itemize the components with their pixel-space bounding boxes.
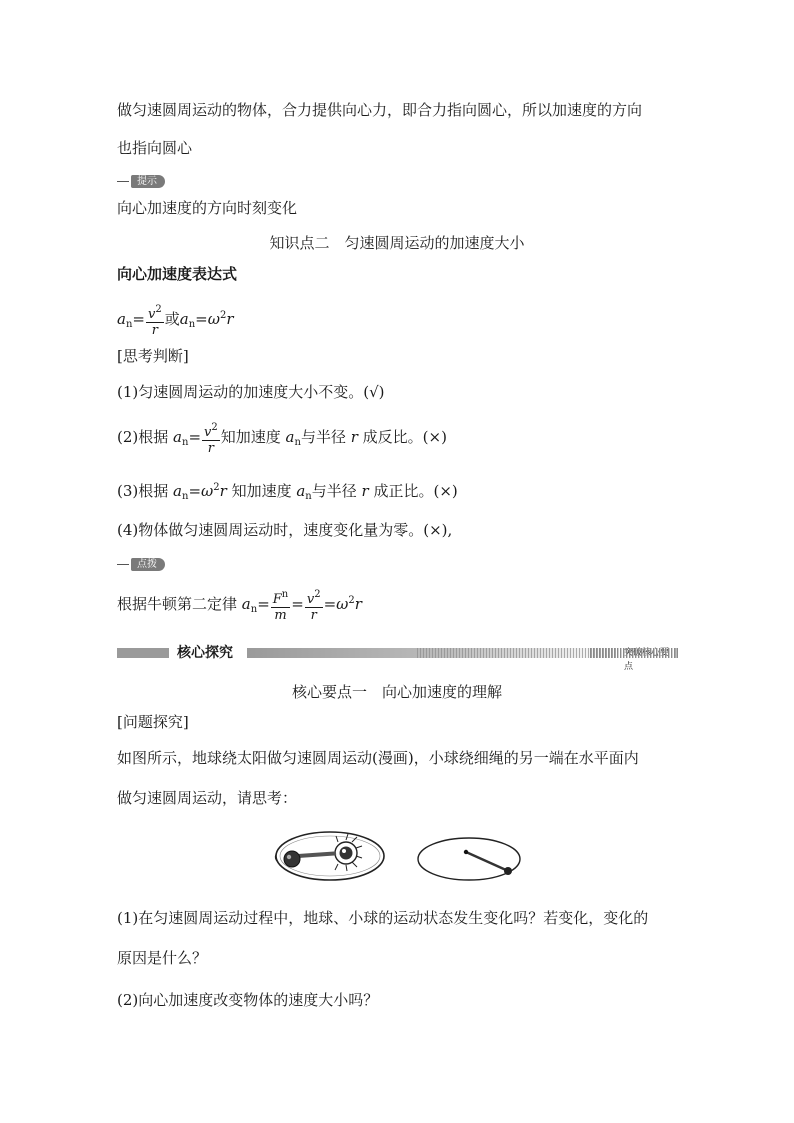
- formula-expression: [117, 301, 234, 340]
- tag-dash: [117, 181, 129, 182]
- superscript-2: 2: [219, 310, 227, 321]
- fraction-v2-over-r: [146, 302, 164, 338]
- subscript-n: n: [188, 319, 196, 330]
- explore-line: 做匀速圆周运动，请思考：: [117, 789, 298, 807]
- earth-sun-orbit-illustration: [268, 826, 388, 888]
- banner-stripes: [590, 648, 678, 658]
- formula-heading: 向心加速度表达式: [117, 265, 238, 283]
- paragraph-line: 也指向圆心: [117, 139, 193, 157]
- fraction-v2-over-r: [202, 420, 220, 456]
- subscript-n: n: [250, 604, 258, 615]
- banner-left-bar: [117, 648, 169, 658]
- text: 成反比。(×): [357, 428, 447, 446]
- symbol-a: a: [173, 482, 182, 500]
- banner-rule-stripes: [417, 648, 617, 658]
- symbol-a: a: [241, 595, 251, 613]
- equals: =: [257, 595, 270, 613]
- explore-line: 如图所示，地球绕太阳做匀速圆周运动(漫画)，小球绕细绳的另一端在水平面内: [117, 749, 639, 767]
- question-1-line: 原因是什么？: [117, 949, 208, 967]
- symbol-a: a: [117, 310, 126, 328]
- ball-on-string-illustration: [414, 832, 524, 886]
- text: 成正比。(×): [368, 482, 458, 500]
- banner-right-label: 点: [624, 662, 634, 672]
- text: 知加速度: [220, 428, 286, 446]
- subscript-n: n: [181, 491, 189, 502]
- text: (2)根据: [117, 428, 174, 446]
- fraction-v2-over-r: [305, 587, 323, 623]
- subscript-n: n: [125, 319, 133, 330]
- symbol-omega: ω: [201, 482, 214, 500]
- symbol-a: a: [179, 310, 189, 328]
- equals: =: [291, 595, 304, 613]
- superscript-2: 2: [314, 589, 321, 600]
- point-tag-label: 点拨: [131, 558, 165, 571]
- section-title: 知识点二 匀速圆周运动的加速度大小: [269, 234, 525, 252]
- text: 与半径: [300, 428, 351, 446]
- key-point-title: 核心要点一 向心加速度的理解: [291, 683, 502, 701]
- tag-dash: [117, 564, 129, 565]
- explore-heading: [问题探究]: [117, 713, 189, 731]
- equals: =: [188, 428, 202, 446]
- text: (3)根据: [117, 482, 174, 500]
- judge-item-4: (4)物体做匀速圆周运动时，速度变化量为零。(×),: [117, 521, 453, 539]
- question-2: (2)向心加速度改变物体的速度大小吗？: [117, 991, 379, 1009]
- or-text: 或: [164, 310, 180, 328]
- judge-item-3: [117, 478, 458, 507]
- hint-tag: [117, 174, 165, 188]
- equals: =: [132, 310, 145, 328]
- subscript-n: n: [181, 437, 189, 448]
- superscript-2: 2: [213, 482, 220, 493]
- judge-item-2: [117, 420, 447, 458]
- symbol-v: v: [204, 425, 212, 440]
- symbol-v: v: [306, 592, 315, 607]
- hint-tag-label: 提示: [131, 175, 165, 188]
- symbol-r: r: [207, 441, 214, 456]
- symbol-r: r: [350, 428, 358, 446]
- paragraph-line: 做匀速圆周运动的物体，合力提供向心力，即合力指向圆心，所以加速度的方向: [117, 101, 643, 119]
- symbol-r: r: [226, 310, 234, 328]
- point-tag: [117, 557, 165, 571]
- symbol-a: a: [296, 482, 306, 500]
- equals: =: [195, 310, 208, 328]
- superscript-2: 2: [155, 304, 162, 315]
- symbol-r: r: [219, 482, 227, 500]
- text: 与半径: [311, 482, 362, 500]
- superscript-2: 2: [348, 595, 355, 606]
- text: 知加速度: [226, 482, 297, 500]
- symbol-a: a: [173, 428, 182, 446]
- judge-item-1: (1)匀速圆周运动的加速度大小不变。(√): [117, 383, 385, 401]
- fraction-Fn-over-m: [271, 587, 290, 623]
- symbol-omega: ω: [207, 310, 220, 328]
- symbol-m: m: [274, 608, 287, 623]
- symbol-r: r: [354, 595, 362, 613]
- subscript-n: n: [294, 437, 301, 448]
- equals: =: [188, 482, 202, 500]
- symbol-r: r: [361, 482, 369, 500]
- symbol-r: r: [151, 323, 158, 338]
- symbol-r: r: [310, 608, 317, 623]
- question-1-line: (1)在匀速圆周运动过程中，地球、小球的运动状态发生变化吗？若变化，变化的: [117, 909, 649, 927]
- subscript-n: n: [305, 491, 312, 502]
- superscript-2: 2: [211, 422, 218, 433]
- hint-text: 向心加速度的方向时刻变化: [117, 199, 298, 217]
- think-heading: [思考判断]: [117, 347, 189, 365]
- newton-formula: [117, 586, 362, 625]
- text: 根据牛顿第二定律: [117, 595, 242, 613]
- banner-title: 核心探究: [177, 645, 233, 661]
- equals: =: [323, 595, 337, 613]
- symbol-omega: ω: [336, 595, 349, 613]
- symbol-F: F: [272, 592, 282, 607]
- superscript-n: n: [281, 589, 289, 600]
- symbol-v: v: [147, 307, 156, 322]
- symbol-a: a: [285, 428, 295, 446]
